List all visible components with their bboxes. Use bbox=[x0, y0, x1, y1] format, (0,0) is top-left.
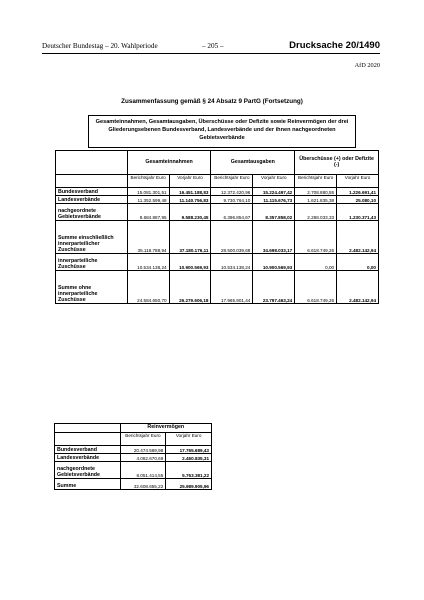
row-label: Landesverbände bbox=[55, 454, 121, 462]
value-cell: 16.451.188,83 bbox=[169, 188, 211, 196]
table-row bbox=[55, 462, 212, 479]
value-cell: 17.765.689,43 bbox=[166, 446, 212, 454]
header-document-number: Drucksache 20/1490 bbox=[289, 40, 380, 51]
value-cell: 17.965.901,44 bbox=[211, 271, 253, 304]
group-header-expenses: Gesamtausgaben bbox=[211, 151, 295, 175]
header-page-number: – 205 – bbox=[202, 42, 224, 50]
row-label: Bundesverband bbox=[56, 188, 128, 196]
summary-box-title bbox=[88, 115, 356, 148]
value-cell: 11.140.756,83 bbox=[169, 196, 211, 204]
value-cell: 10.534.138,24 bbox=[211, 254, 253, 271]
header-rule bbox=[42, 53, 380, 54]
row-label: Bundesverband bbox=[55, 446, 121, 454]
value-cell: 2.288.033,33 bbox=[295, 204, 337, 221]
value-cell: 37.180.176,11 bbox=[169, 221, 211, 254]
value-cell: 15.081.301,51 bbox=[127, 188, 169, 196]
table-header-row bbox=[56, 151, 379, 175]
value-cell: 2.708.880,55 bbox=[295, 188, 337, 196]
value-cell: 2.482.142,94 bbox=[337, 271, 379, 304]
subheader-cell: Berichtsjahr Euro bbox=[127, 175, 169, 188]
table-row bbox=[56, 221, 379, 254]
subheader-cell: Berichtsjahr Euro bbox=[295, 175, 337, 188]
table-row bbox=[56, 188, 379, 196]
box-title-line: Gebietsverbände bbox=[199, 135, 245, 141]
value-cell: 6.396.854,67 bbox=[211, 204, 253, 221]
table-row bbox=[55, 454, 212, 462]
value-cell: 24.584.650,70 bbox=[127, 271, 169, 304]
corner-cell bbox=[55, 424, 121, 433]
subheader-cell: Berichtsjahr Euro bbox=[120, 433, 166, 446]
row-label: Summe bbox=[55, 479, 121, 490]
value-cell: 2.460.835,31 bbox=[166, 454, 212, 462]
table-subheader-row bbox=[56, 175, 379, 188]
value-cell: 1.226.691,41 bbox=[337, 188, 379, 196]
row-label: Summe einschließlich innerparteilicher Zuschüsse bbox=[56, 221, 128, 254]
section-title: Zusammenfassung gemäß § 24 Absatz 9 PartG (Fortsetzung) bbox=[121, 98, 303, 105]
table-row bbox=[55, 446, 212, 454]
value-cell: 11.352.599,48 bbox=[127, 196, 169, 204]
row-label: Landesverbände bbox=[56, 196, 128, 204]
net-assets-table bbox=[54, 423, 212, 490]
value-cell: 35.118.788,94 bbox=[127, 221, 169, 254]
corner-cell bbox=[55, 433, 121, 446]
value-cell: 8.051.414,55 bbox=[120, 462, 166, 479]
table-subheader-row bbox=[55, 433, 212, 446]
value-cell: 8.357.858,02 bbox=[253, 204, 295, 221]
value-cell: 1.621.835,38 bbox=[295, 196, 337, 204]
subheader-cell: Vorjahr Euro bbox=[253, 175, 295, 188]
table-row bbox=[56, 204, 379, 221]
subheader-cell: Berichtsjahr Euro bbox=[211, 175, 253, 188]
value-cell: 26.279.606,18 bbox=[169, 271, 211, 304]
value-cell: 8.684.887,95 bbox=[127, 204, 169, 221]
party-tag: AfD 2020 bbox=[354, 62, 380, 69]
table-row bbox=[55, 479, 212, 490]
page-header bbox=[42, 40, 380, 54]
value-cell: 1.230.371,43 bbox=[337, 204, 379, 221]
value-cell: 10.534.138,24 bbox=[127, 254, 169, 271]
value-cell: 9.588.230,45 bbox=[169, 204, 211, 221]
group-header-net-assets: Reinvermögen bbox=[120, 424, 211, 433]
row-label: nachgeordnete Gebietsverbände bbox=[55, 462, 121, 479]
table-row bbox=[56, 254, 379, 271]
table-header-row bbox=[55, 424, 212, 433]
value-cell: 25.080,10 bbox=[337, 196, 379, 204]
table-row bbox=[56, 271, 379, 304]
value-cell: 28.500.039,68 bbox=[211, 221, 253, 254]
group-header-surplus: Überschüsse (+) oder Defizite (-) bbox=[295, 151, 379, 175]
value-cell: 0,00 bbox=[295, 254, 337, 271]
value-cell: 32.608.655,22 bbox=[120, 479, 166, 490]
value-cell: 6.618.749,26 bbox=[295, 221, 337, 254]
subheader-cell: Vorjahr Euro bbox=[166, 433, 212, 446]
corner-cell bbox=[56, 151, 128, 175]
value-cell: 15.224.497,42 bbox=[253, 188, 295, 196]
row-label: Summe ohne innerparteiliche Zuschüsse bbox=[56, 271, 128, 304]
row-label: nachgeordnete Gebietsverbände bbox=[56, 204, 128, 221]
header-publication: Deutscher Bundestag – 20. Wahlperiode bbox=[42, 42, 158, 50]
box-title-line: Gliederungsebenen Bundesverband, Landesverbände und der ihnen nachgeordneten bbox=[108, 127, 336, 133]
value-cell: 12.372.420,96 bbox=[211, 188, 253, 196]
value-cell: 11.115.676,73 bbox=[253, 196, 295, 204]
value-cell: 34.698.033,17 bbox=[253, 221, 295, 254]
value-cell: 5.763.381,22 bbox=[166, 462, 212, 479]
value-cell: 6.618.749,26 bbox=[295, 271, 337, 304]
value-cell: 10.900.569,93 bbox=[253, 254, 295, 271]
subheader-cell: Vorjahr Euro bbox=[337, 175, 379, 188]
value-cell: 0,00 bbox=[337, 254, 379, 271]
table-row bbox=[56, 196, 379, 204]
value-cell: 4.082.670,69 bbox=[120, 454, 166, 462]
value-cell: 2.482.142,94 bbox=[337, 221, 379, 254]
summary-table bbox=[55, 150, 379, 304]
group-header-income: Gesamteinnahmen bbox=[127, 151, 211, 175]
value-cell: 10.900.569,93 bbox=[169, 254, 211, 271]
value-cell: 20.474.569,98 bbox=[120, 446, 166, 454]
value-cell: 23.797.463,24 bbox=[253, 271, 295, 304]
value-cell: 25.989.905,96 bbox=[166, 479, 212, 490]
row-label: innerparteiliche Zuschüsse bbox=[56, 254, 128, 271]
value-cell: 9.730.764,10 bbox=[211, 196, 253, 204]
corner-cell bbox=[56, 175, 128, 188]
box-title-line: Gesamteinnahmen, Gesamtausgaben, Überschüsse oder Defizite sowie Reinvermögen der drei bbox=[95, 119, 349, 125]
subheader-cell: Vorjahr Euro bbox=[169, 175, 211, 188]
